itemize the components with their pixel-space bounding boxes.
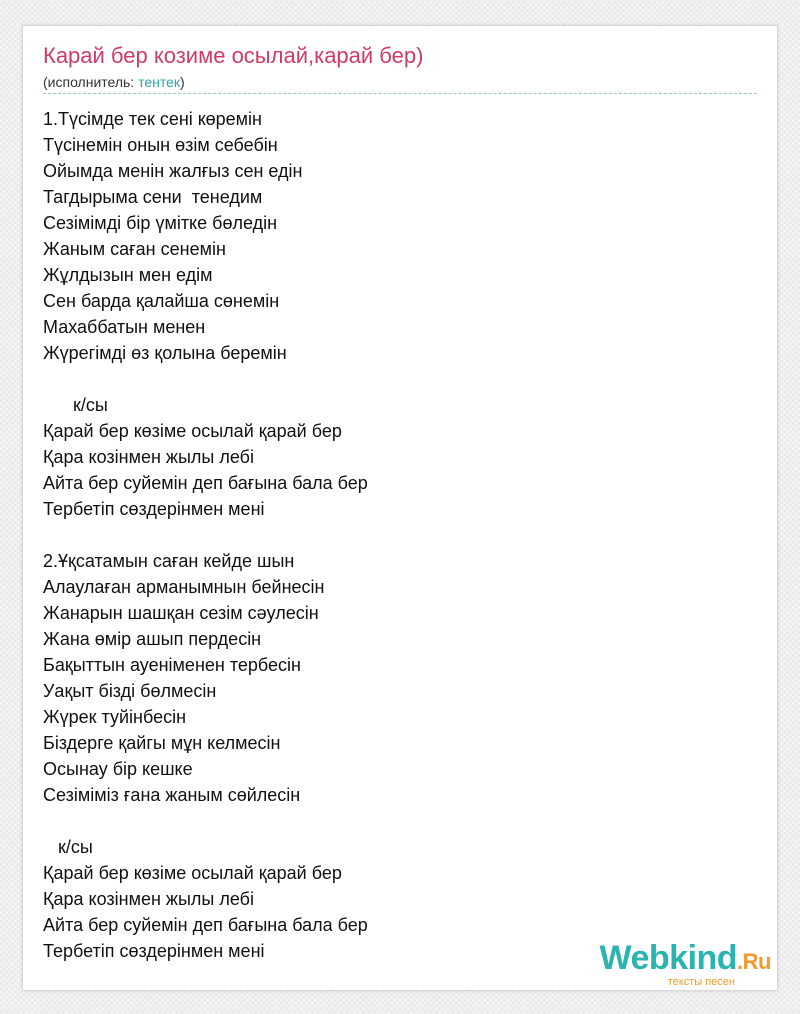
lyric-line: Тербетіп сөздерінмен мені: [43, 499, 265, 519]
lyric-line: Тербетіп сөздерінмен мені: [43, 941, 265, 961]
lyric-line: Қара козінмен жылы лебі: [43, 889, 254, 909]
lyric-line: Сезіміміз ғана жаным сөйлесін: [43, 785, 301, 805]
lyric-line: Жанарын шашқан сезім сәулесін: [43, 603, 319, 623]
lyric-line: Жана өмір ашып пердесін: [43, 629, 262, 649]
logo-tld: .Ru: [737, 949, 771, 974]
lyric-line: 2.Ұқсатамын саған кейде шын: [43, 551, 295, 571]
lyric-line: Айта бер суйемін деп бағына бала бер: [43, 915, 368, 935]
lyric-line: Айта бер суйемін деп бағына бала бер: [43, 473, 368, 493]
lyrics-body: [43, 106, 743, 964]
lyric-line: Сен барда қалайша сөнемін: [43, 291, 280, 311]
chorus-label: к/сы: [43, 395, 108, 415]
lyric-line: Біздерге қайгы мұн келмесін: [43, 733, 281, 753]
lyrics-card: [22, 25, 778, 991]
lyric-line: Махаббатын менен: [43, 317, 206, 337]
lyric-line: Сезімімді бір үмітке бөледін: [43, 213, 278, 233]
logo-wordmark: [600, 941, 772, 979]
site-logo[interactable]: [600, 941, 772, 988]
logo-tagline: тексты песен: [667, 976, 735, 988]
lyric-line: Жүрек туйінбесін: [43, 707, 187, 727]
lyric-line: Бақыттын ауеніменен тербесін: [43, 655, 301, 675]
lyric-line: Қарай бер көзіме осылай қарай бер: [43, 863, 342, 883]
lyric-line-blank: [43, 808, 743, 834]
lyric-line: Қарай бер көзіме осылай қарай бер: [43, 421, 342, 441]
artist-line: [43, 74, 185, 90]
lyric-line: Осынау бір кешке: [43, 759, 193, 779]
lyric-line: Жұлдызын мен едім: [43, 265, 213, 285]
artist-prefix: (исполнитель:: [43, 74, 139, 90]
lyric-line: 1.Түсімде тек сені көремін: [43, 109, 262, 129]
lyric-line: Қара козінмен жылы лебі: [43, 447, 254, 467]
lyric-line: Ойымда менін жалғыз сен едін: [43, 161, 303, 181]
header-divider: [43, 93, 757, 94]
lyric-line-blank: [43, 522, 743, 548]
lyric-line: Уақыт бізді бөлмесін: [43, 681, 217, 701]
lyric-line: Жүрегімді өз қолына беремін: [43, 343, 287, 363]
lyric-line: Жаным саған сенемін: [43, 239, 226, 259]
song-title: Карай бер козиме осылай,карай бер): [43, 43, 424, 68]
chorus-label: к/сы: [43, 837, 93, 857]
lyric-line: Тагдырыма сени тенедим: [43, 187, 263, 207]
lyric-line: Түсінемін онын өзім себебін: [43, 135, 278, 155]
artist-suffix: ): [180, 74, 185, 90]
lyric-line: Алаулаған арманымнын бейнесін: [43, 577, 325, 597]
lyric-line-blank: [43, 366, 743, 392]
logo-name: Webkind: [599, 939, 738, 977]
artist-link[interactable]: тентек: [138, 74, 181, 90]
